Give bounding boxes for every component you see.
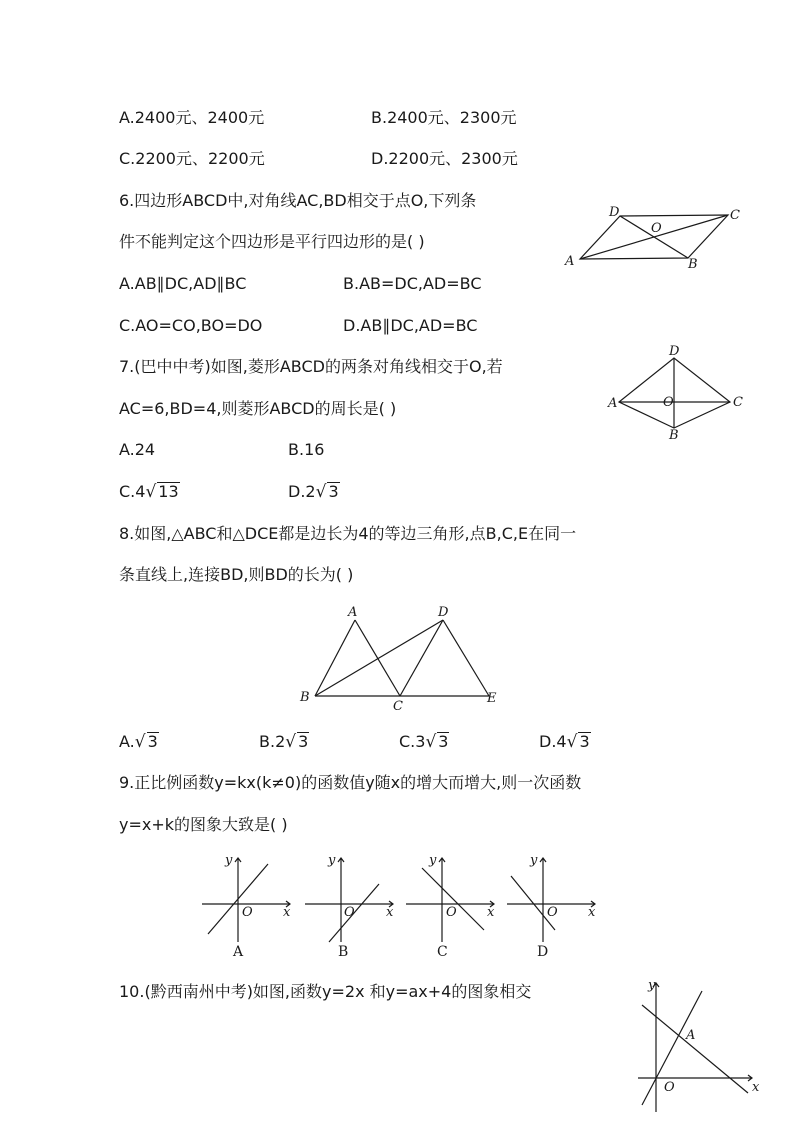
q7-label-b: B xyxy=(669,428,679,443)
q8-side-ac xyxy=(355,620,400,696)
q9-graph-b xyxy=(301,850,401,962)
q6-label-o: O xyxy=(651,221,662,236)
q7-option-b: B.16 xyxy=(288,440,325,459)
q9-b-caption: B xyxy=(338,944,349,960)
q5-option-c: C.2200元、2200元 xyxy=(119,149,265,168)
q7-option-c: C.4√ 13 xyxy=(119,482,179,502)
q7-stem-line1: 7.(巴中中考)如图,菱形ABCD的两条对角线相交于O,若 xyxy=(119,357,503,376)
q6-option-b: B.AB=DC,AD=BC xyxy=(343,274,482,293)
q9-graph-c xyxy=(402,850,502,962)
q9-a-label-y: y xyxy=(225,853,233,868)
q7-stem-line2: AC=6,BD=4,则菱形ABCD的周长是( ) xyxy=(119,399,397,418)
q9-a-label-o: O xyxy=(242,905,253,920)
q8-stem-line2: 条直线上,连接BD,则BD的长为( ) xyxy=(119,565,354,584)
q8-triangles-figure xyxy=(295,602,510,717)
q9-a-label-x: x xyxy=(283,905,291,920)
q7-option-d: D.2√ 3 xyxy=(288,482,339,502)
q6-stem-line2: 件不能判定这个四边形是平行四边形的是( ) xyxy=(119,232,425,251)
q9-d-label-x: x xyxy=(588,905,596,920)
q8-label-e: E xyxy=(487,691,497,706)
q8-option-d: D.4√ 3 xyxy=(539,732,590,752)
q8-stem-line1: 8.如图,△ABC和△DCE都是边长为4的等边三角形,点B,C,E在同一 xyxy=(119,524,577,543)
q10-graph-figure xyxy=(630,975,770,1115)
q6-label-c: C xyxy=(730,208,740,223)
q6-parallelogram-figure xyxy=(560,200,750,275)
q8-side-cd xyxy=(400,620,443,696)
q8-label-c: C xyxy=(393,699,403,714)
q9-c-label-x: x xyxy=(487,905,495,920)
q8-label-b: B xyxy=(300,690,310,705)
q5-option-b: B.2400元、2300元 xyxy=(371,108,517,127)
q9-graph-a xyxy=(198,850,298,962)
q6-stem-line1: 6.四边形ABCD中,对角线AC,BD相交于点O,下列条 xyxy=(119,191,477,210)
q7-label-c: C xyxy=(733,395,743,410)
q9-c-caption: C xyxy=(437,944,448,960)
q8-option-b: B.2√ 3 xyxy=(259,732,309,752)
q9-b-label-o: O xyxy=(344,905,355,920)
q9-d-caption: D xyxy=(537,944,549,960)
q6-label-d: D xyxy=(609,205,620,220)
q6-option-c: C.AO=CO,BO=DO xyxy=(119,316,263,335)
q8-side-de xyxy=(443,620,489,696)
q9-d-label-o: O xyxy=(547,905,558,920)
q9-b-label-y: y xyxy=(328,853,336,868)
q5-option-a: A.2400元、2400元 xyxy=(119,108,265,127)
q8-label-d: D xyxy=(438,605,449,620)
q7-rhombus-figure xyxy=(605,342,745,447)
q9-c-graph-line xyxy=(422,868,484,930)
q5-option-d: D.2200元、2300元 xyxy=(371,149,518,168)
q9-graph-d xyxy=(503,850,603,962)
q7-label-a: A xyxy=(608,396,618,411)
q9-b-label-x: x xyxy=(386,905,394,920)
q8-option-a: A.√ 3 xyxy=(119,732,158,752)
q7-option-a: A.24 xyxy=(119,440,156,459)
q9-a-caption: A xyxy=(233,944,244,960)
q9-c-label-y: y xyxy=(429,853,437,868)
q10-label-x: x xyxy=(752,1080,760,1095)
q7-label-d: D xyxy=(669,344,680,359)
q10-label-a: A xyxy=(686,1028,696,1043)
q9-stem-line2: y=x+k的图象大致是( ) xyxy=(119,815,288,834)
q6-option-d: D.AB∥DC,AD=BC xyxy=(343,316,478,335)
q8-label-a: A xyxy=(348,605,358,620)
q7-label-o: O xyxy=(663,395,674,410)
q10-label-y: y xyxy=(648,978,656,993)
q9-d-graph-line xyxy=(511,876,555,930)
q6-label-b: B xyxy=(688,257,698,272)
q6-option-a: A.AB∥DC,AD∥BC xyxy=(119,274,247,293)
q9-d-label-y: y xyxy=(530,853,538,868)
q9-stem-line1: 9.正比例函数y=kx(k≠0)的函数值y随x的增大而增大,则一次函数 xyxy=(119,773,582,792)
q8-option-c: C.3√ 3 xyxy=(399,732,449,752)
q10-line-y-ax-plus-4 xyxy=(642,1005,748,1093)
q6-label-a: A xyxy=(565,254,575,269)
q8-segment-bd xyxy=(315,620,443,696)
q10-label-o: O xyxy=(664,1080,675,1095)
q9-c-label-o: O xyxy=(446,905,457,920)
q10-stem-line1: 10.(黔西南州中考)如图,函数y=2x 和y=ax+4的图象相交 xyxy=(119,982,532,1001)
